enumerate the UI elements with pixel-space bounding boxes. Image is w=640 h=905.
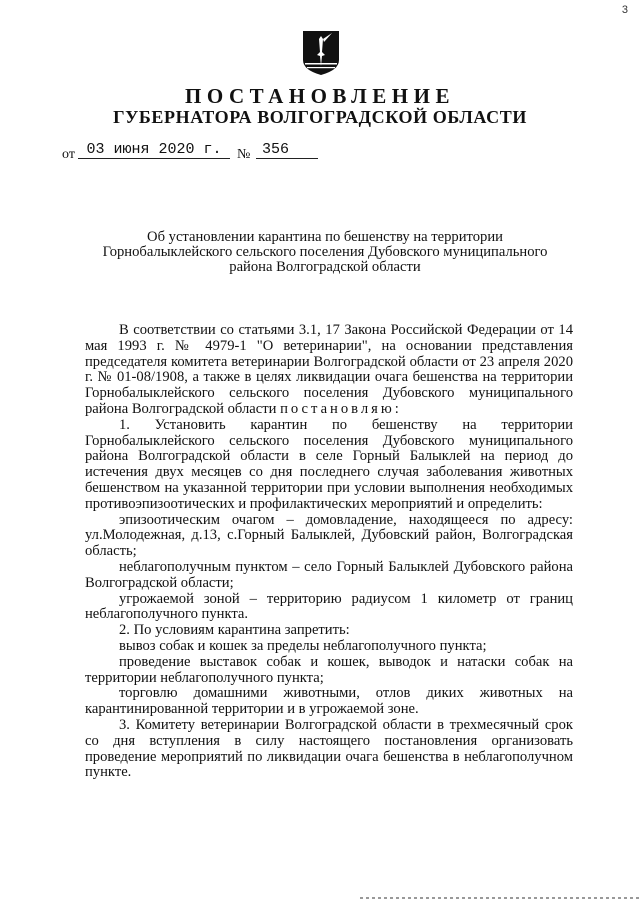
body-paragraph: 2. По условиям карантина запретить: [119, 622, 350, 639]
date-prefix: от [62, 147, 75, 162]
document-date: 03 июня 2020 г. [78, 141, 230, 159]
document-body [85, 323, 573, 781]
page-number: 3 [621, 4, 628, 16]
document-subject: Об установлении карантина по бешенству на территории Горнобалыклейского сельского поселения Дубовского муниципального района Волгоградской области [102, 229, 548, 275]
body-paragraph: торговлю домашними животными, отлов диких животных на карантинированной территории и в угрожаемой зоне. [85, 685, 573, 718]
body-paragraph: неблагополучным пунктом – село Горный Балыклей Дубовского района Волгоградской области; [85, 558, 573, 591]
document-subtitle: ГУБЕРНАТОРА ВОЛГОГРАДСКОЙ ОБЛАСТИ [113, 107, 527, 127]
preamble-text: В соответствии со статьями 3.1, 17 Закона Российской Федерации от 14 мая 1993 г. № 4979-1 "О ветеринарии", на основании представления председателя комитета ветеринарии Волгоградской области от 23 апреля 2020 г. № 01-08/1908, а также в целях ликвидации очага бешенства на территории Горнобалыклейского сельского поселения Дубовского муниципального района Волгоградской области [85, 322, 573, 417]
preamble-paragraph [85, 323, 573, 418]
body-paragraph: 1. Установить карантин по бешенству на территории Горнобалыклейского сельского поселения Дубовского муниципального района Волгоградской области в селе Горный Балыклей на период до истечения двух месяцев со дня последнего случая заболевания животных бешенством на указанной территории при условии выполнения необходимых противоэпизоотических и профилактических мероприятий и определить: [85, 416, 573, 512]
document-title: ПОСТАНОВЛЕНИЕ [185, 84, 455, 108]
body-paragraph: эпизоотическим очагом – домовладение, находящееся по адресу: ул.Молодежная, д.13, с.Горный Балыклей, Дубовский район, Волгоградская область; [85, 511, 573, 560]
body-paragraph: 3. Комитету ветеринарии Волгоградской области в трехмесячный срок со дня вступления в силу настоящего постановления организовать проведение мероприятий по ликвидации очага бешенства в неблагополучном пункте. [85, 716, 573, 781]
body-paragraph: вывоз собак и кошек за пределы неблагополучного пункта; [119, 637, 487, 654]
body-paragraph: проведение выставок собак и кошек, выводок и натаски собак на территории неблагополучного пункта; [85, 653, 573, 686]
number-prefix: № [237, 147, 251, 162]
document-meta [0, 141, 640, 165]
body-paragraph: угрожаемой зоной – территорию радиусом 1 километр от границ неблагополучного пункта. [85, 590, 573, 623]
decree-word: постановляю: [280, 400, 402, 417]
document-number: 356 [256, 141, 318, 159]
volgograd-emblem-icon [302, 30, 340, 76]
scan-footer-line [360, 897, 640, 899]
